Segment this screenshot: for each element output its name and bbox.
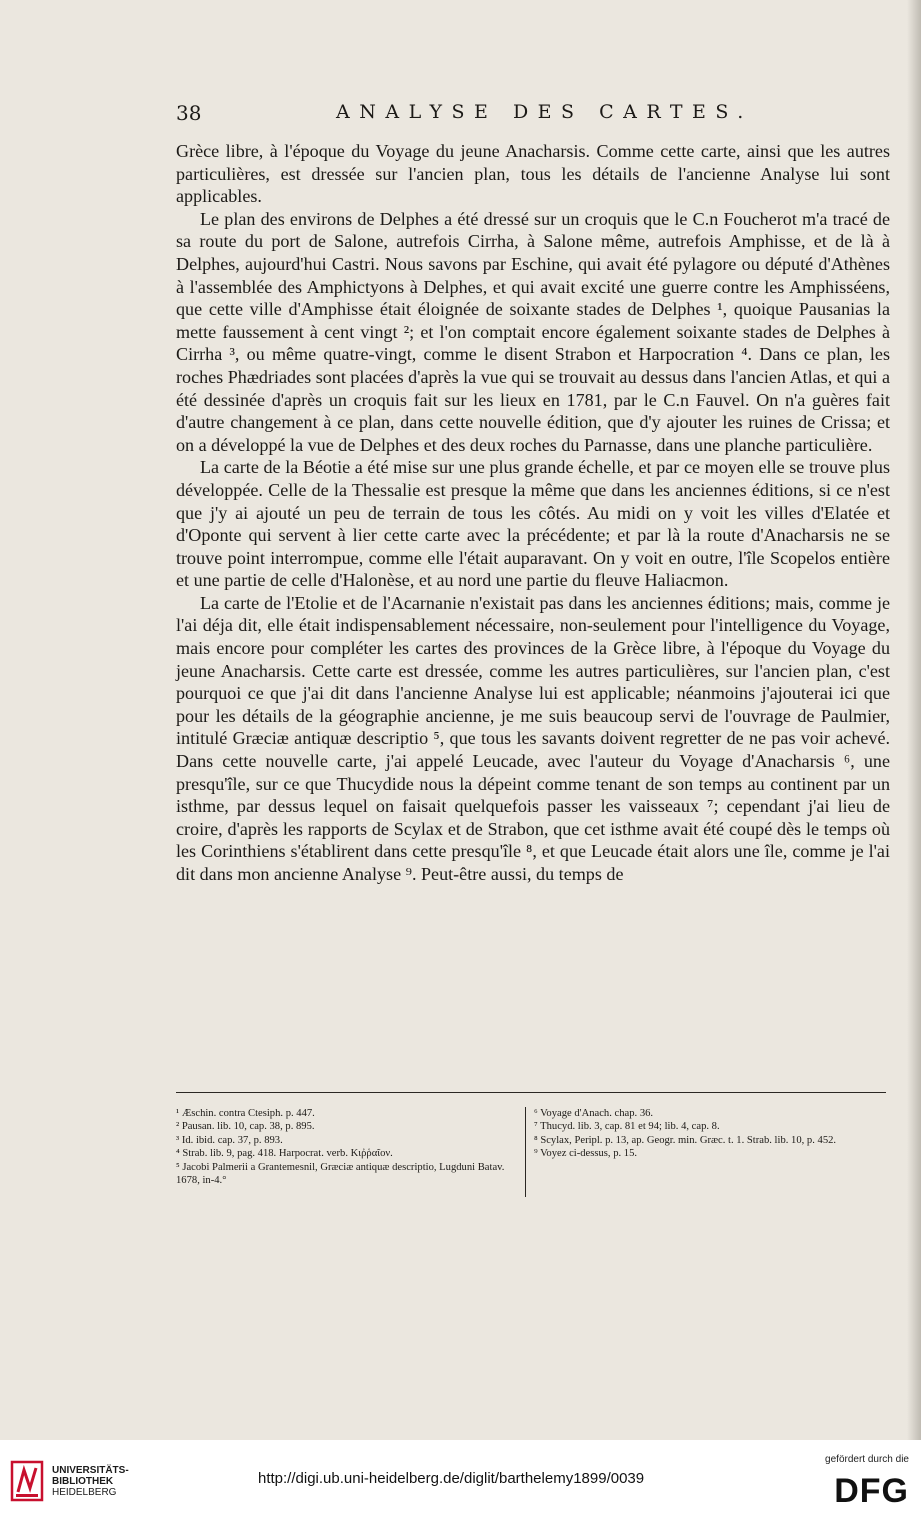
paragraph-2: Le plan des environs de Delphes a été dressé sur un croquis que le C.n Foucherot m'a tracé de sa route du port de Salone, autrefois Cirrha, à Salone même, autrefois Amphisse, et de là à Delphes, aujourd'hui Castri. Nous savons par Eschine, qui avait été pylagore ou député d'Athènes à l'assemblée des Amphictyons à Delphes, et qui avait excité une guerre contre les Amphisséens, que cette ville d'Amphisse était éloignée de soixante stades de Delphes ¹, quoique Pausanias la mette faussement à cent vingt ²; et l'on comptait encore également soixante stades de Delphes à Cirrha ³, ou même quatre-vingt, comme le disent Strabon et Harpocration ⁴. Dans ce plan, les roches Phædriades sont placées d'après la vue qui se trouvait au dessus dans l'ancien Atlas, et qui a été dessinée d'après un croquis fait sur les lieux en 1781, par le C.n Fauvel. On n'a guères fait d'autre changement à ce plan, dans cette nouvelle édition, que d'y ajouter les ruines de Crissa; et on a développé la vue de Delphes et des deux roches du Parnasse, dans une planche particulière.: [176, 208, 891, 455]
paragraph-3: La carte de la Béotie a été mise sur une plus grande échelle, et par ce moyen elle se trouve plus développée. Celle de la Thessalie est presque la même que dans les anciennes éditions, si ce n'est que j'y ai ajouté un peu de terrain de tous les côtés. Au midi on y voit les villes d'Elatée et d'Oponte qui servent à lier cette carte avec la précédente; et par là la route d'Anacharsis ne se trouve point interrompue, comme elle l'était auparavant. On y voit en outre, l'île Scopelos entière et une partie de celle d'Halonèse, et au nord une partie du fleuve Haliacmon.: [176, 457, 890, 591]
university-name: [52, 1465, 182, 1498]
university-logo-icon: [10, 1458, 48, 1504]
page-number: 38: [176, 101, 202, 125]
footer-bar: [0, 1440, 921, 1520]
footnotes-divider: [525, 1107, 526, 1197]
footnote-2: ² Pausan. lib. 10, cap. 38, p. 895.: [176, 1121, 315, 1133]
footnote-rule: [176, 1092, 886, 1093]
paragraph-4: La carte de l'Etolie et de l'Acarnanie n'existait pas dans les anciennes éditions; mais, comme je l'ai déja dit, elle était indispensablement nécessaire, non-seulement pour l'intelligence du Voyage, mais encore pour compléter les cartes des provinces de la Grèce libre, à l'époque du Voyage du jeune Anacharsis. Cette carte est dressée, comme les autres particulières, sur l'ancien plan, c'est pourquoi ce que j'ai dit dans l'ancienne Analyse lui est applicable; néanmoins j'ajouterai ici que pour les détails de la géographie ancienne, je me suis beaucoup servi de l'ouvrage de Paulmier, intitulé Græciæ antiquæ descriptio ⁵, que tous les savants doivent regretter de ne pas voir achevé. Dans cette nouvelle carte, j'ai appelé Leucade, avec l'auteur du Voyage d'Anacharsis ⁶, une presqu'île, sur ce que Thucydide nous la dépeint comme tenant de son temps au continent par un isthme, par dessus lequel on faisait quelquefois passer les vaisseaux ⁷; cependant j'ai lieu de croire, d'après les rapports de Scylax et de Strabon, que cet isthme avait été coupé dès le temps où les Corinthiens s'établirent dans cette presqu'île ⁸, et que Leucade était alors une île, comme je l'ai dit dans mon ancienne Analyse ⁹. Peut-être aussi, du temps de: [176, 592, 890, 884]
running-title: ANALYSE DES CARTES.: [336, 101, 753, 123]
footnote-7: ⁷ Thucyd. lib. 3, cap. 81 et 94; lib. 4, cap. 8.: [534, 1121, 720, 1133]
permalink[interactable]: http://digi.ub.uni-heidelberg.de/diglit/barthelemy1899/0039: [258, 1470, 645, 1487]
footnote-8: ⁸ Scylax, Peripl. p. 13, ap. Geogr. min. Græc. t. 1. Strab. lib. 10, p. 452.: [534, 1134, 837, 1146]
footnote-5: ⁵ Jacobi Palmerii a Grantemesnil, Græciæ antiquæ descriptio, Lugduni Batav. 1678, in-4.°: [176, 1161, 505, 1187]
dfg-logo: DFG: [834, 1472, 909, 1510]
city-line: HEIDELBERG: [52, 1487, 117, 1498]
running-head: [176, 99, 876, 129]
footnote-4: ⁴ Strab. lib. 9, pag. 418. Harpocrat. verb. Κιῤῥαῖον.: [176, 1148, 393, 1160]
footnote-9: ⁹ Voyez ci-dessus, p. 15.: [534, 1148, 638, 1160]
university-line: UNIVERSITÄTS-: [52, 1465, 129, 1476]
footnotes-left-column: [176, 1107, 516, 1187]
paragraph-1: Grèce libre, à l'époque du Voyage du jeune Anacharsis. Comme cette carte, ainsi que les autres particulières, est dressée sur l'ancien plan, tous les détails de l'ancienne Analyse lui sont applicables.: [176, 141, 890, 207]
funded-by-label: gefördert durch die: [825, 1454, 909, 1465]
library-line: BIBLIOTHEK: [52, 1476, 114, 1487]
footnote-1: ¹ Æschin. contra Ctesiph. p. 447.: [176, 1108, 315, 1119]
body-text: [176, 140, 890, 886]
footnote-3: ³ Id. ibid. cap. 37, p. 893.: [176, 1134, 283, 1146]
footnotes-right-column: [534, 1107, 886, 1161]
footnote-6: ⁶ Voyage d'Anach. chap. 36.: [534, 1108, 654, 1119]
